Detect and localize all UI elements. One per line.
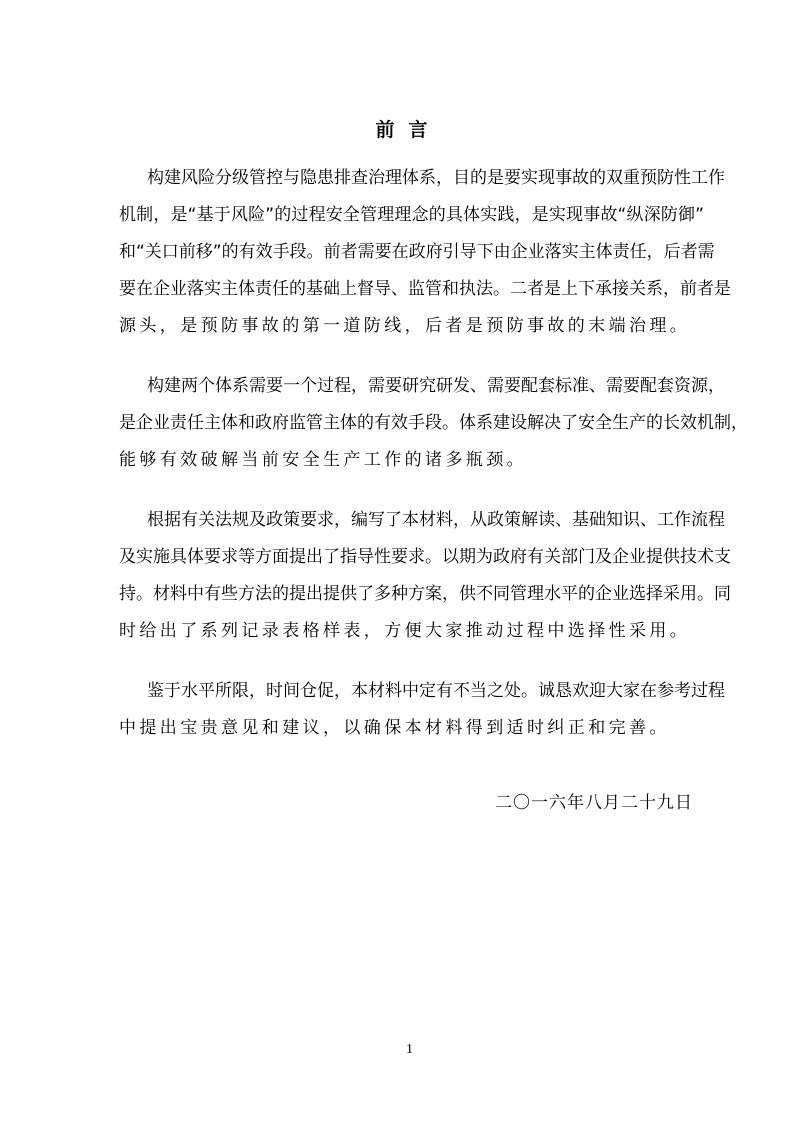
text-line: 要在企业落实主体责任的基础上督导、监管和执法。二者是上下承接关系，前者是	[119, 279, 731, 299]
text-line: 时给出了系列记录表格样表，方便大家推动过程中选择性采用。	[119, 621, 691, 641]
text-line: 能够有效破解当前安全生产工作的诸多瓶颈。	[119, 450, 527, 470]
text-line: 持。材料中有些方法的提出提供了多种方案，供不同管理水平的企业选择采用。同	[119, 584, 731, 604]
text-line: 构建两个体系需要一个过程，需要研究研发、需要配套标准、需要配套资源，	[147, 376, 725, 396]
text-line: 根据有关法规及政策要求，编写了本材料，从政策解读、基础知识、工作流程	[147, 510, 725, 530]
paragraph-1	[119, 165, 731, 350]
text-line: 是企业责任主体和政府监管主体的有效手段。体系建设解决了安全生产的长效机制，	[119, 413, 748, 433]
text-line: 中提出宝贵意见和建议，以确保本材料得到适时纠正和完善。	[119, 718, 670, 738]
paragraph-4	[119, 678, 725, 752]
text-line: 鉴于水平所限，时间仓促，本材料中定有不当之处。诚恳欢迎大家在参考过程	[147, 681, 725, 701]
paragraph-2	[119, 373, 748, 484]
text-line: 源头，是预防事故的第一道防线，后者是预防事故的末端治理。	[119, 316, 691, 336]
page-title: 前言	[375, 119, 442, 141]
text-line: 和“关口前移”的有效手段。前者需要在政府引导下由企业落实主体责任，后者需	[119, 242, 715, 262]
text-line: 及实施具体要求等方面提出了指导性要求。以期为政府有关部门及企业提供技术支	[119, 547, 731, 567]
paragraph-3	[119, 507, 731, 655]
text-line: 构建风险分级管控与隐患排查治理体系，目的是要实现事故的双重预防性工作	[147, 168, 725, 188]
document-date: 二〇一六年八月二十九日	[495, 793, 693, 813]
text-line: 机制，是“基于风险”的过程安全管理理念的具体实践，是实现事故“纵深防御”	[119, 205, 704, 225]
document-body	[119, 165, 748, 775]
page-number: 1	[406, 1042, 413, 1057]
